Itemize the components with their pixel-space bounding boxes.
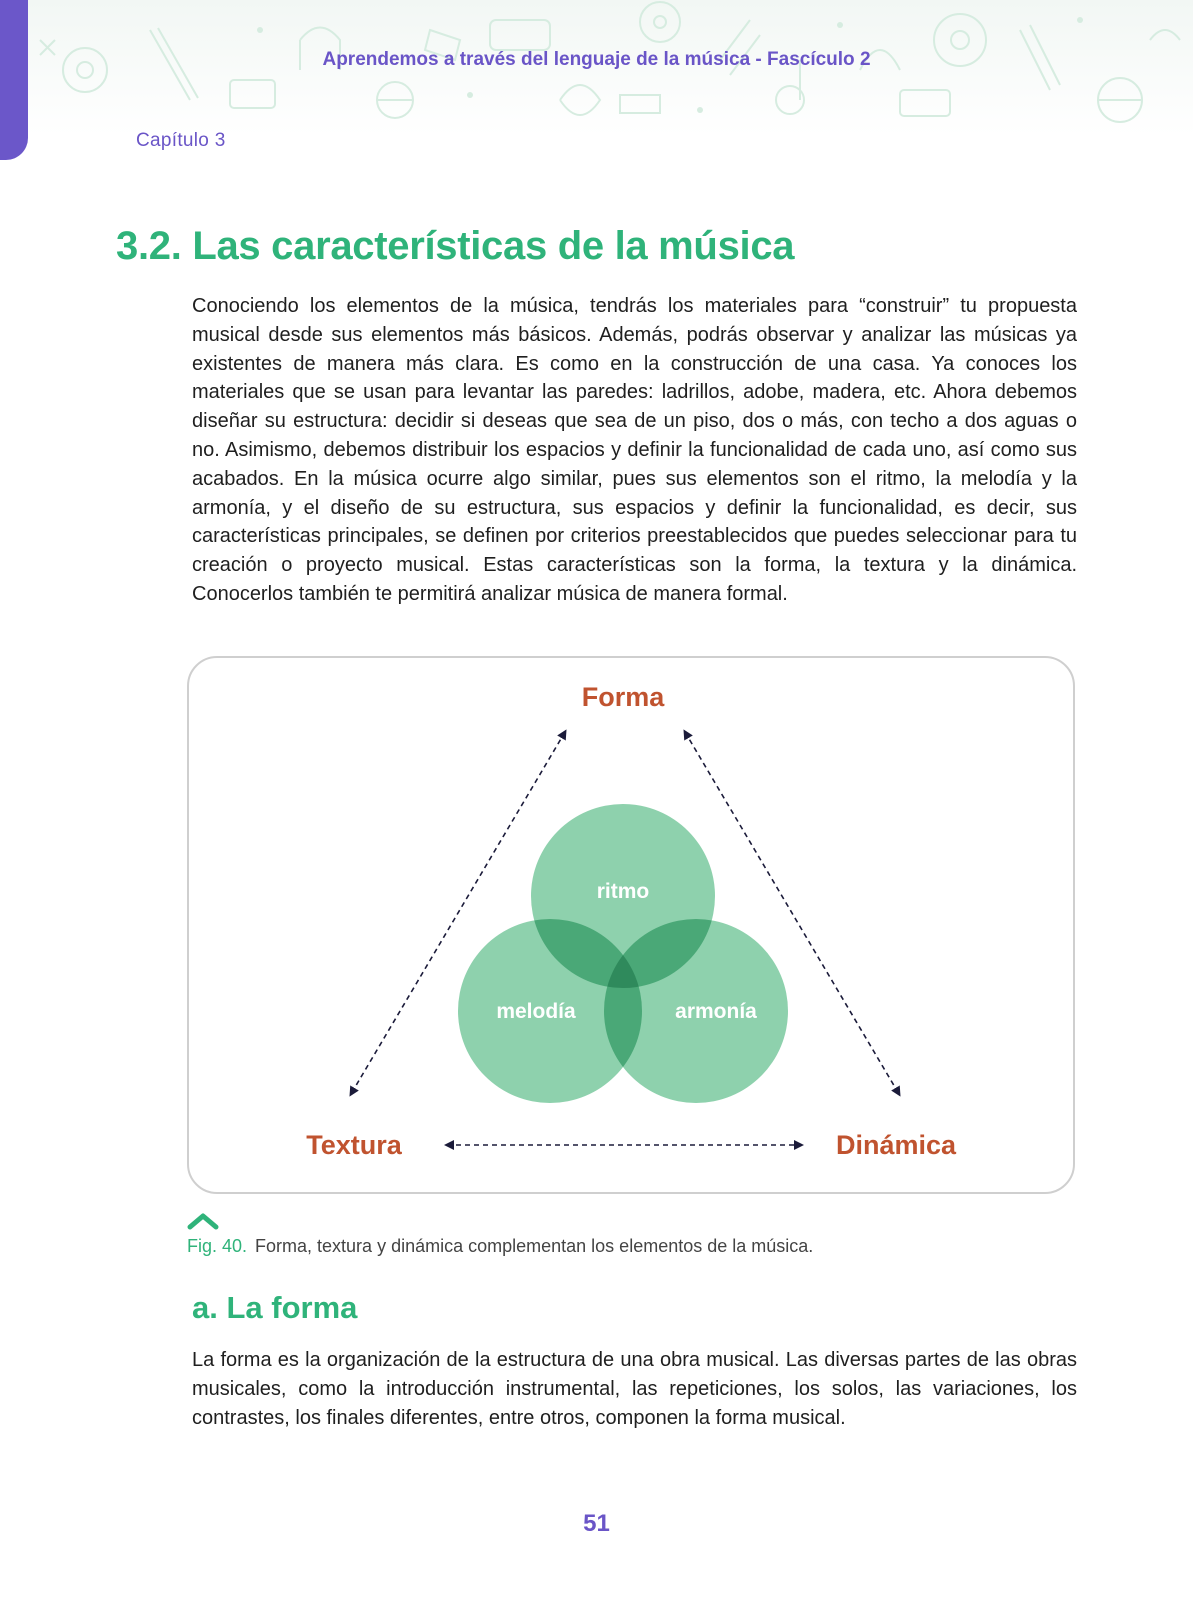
caption-caret-icon [186, 1211, 220, 1231]
chapter-label: Capítulo 3 [136, 130, 226, 151]
label-dinamica: Dinámica [835, 1130, 957, 1160]
intro-paragraph: Conociendo los elementos de la música, tendrás los materiales para “construir” tu propuesta musical desde sus elementos más básicos. Además, podrás observar y analizar las músicas ya existentes de manera más clara. Es como en la construcción de una casa. Ya conoces los materiales que se usan para levantar las paredes: ladrillos, adobe, madera, etc. Ahora debemos diseñar su estructura: decidir si deseas que sea de un piso, dos o más, con techo a dos aguas o no. Asimismo, debemos distribuir los espacios y definir la funcionalidad de cada uno, así como sus acabados. En la música ocurre algo similar, pues sus elementos son el ritmo, la melodía y la armonía, y el diseño de su estructura, sus espacios y definir la funcionalidad, es decir, sus características principales, se definen por criterios preestablecidos que puedes seleccionar para tu creación o proyecto musical. Estas características son la forma, la textura y la dinámica. Conocerlos también te permitirá analizar música de manera formal. [192, 295, 1077, 605]
section-title: 3.2. Las características de la música [116, 224, 795, 268]
figure-40 [187, 656, 1075, 1194]
chapter-side-tab [0, 0, 28, 160]
label-melodia: melodía [496, 1000, 576, 1023]
label-forma: Forma [581, 682, 665, 712]
running-head: Aprendemos a través del lenguaje de la música - Fascículo 2 [322, 49, 871, 70]
forma-paragraph: La forma es la organización de la estructura de una obra musical. Las diversas partes de las obras musicales, como la introducción instrumental, las repeticiones, los solos, las variaciones, los contrastes, los finales diferentes, entre otros, componen la forma musical. [192, 1349, 1077, 1429]
label-armonia: armonía [675, 1000, 757, 1023]
label-textura: Textura [306, 1130, 402, 1160]
caption-text: Forma, textura y dinámica complementan los elementos de la música. [255, 1236, 814, 1256]
label-ritmo: ritmo [596, 880, 650, 903]
figure-caption [187, 1236, 813, 1257]
subsection-title: a. La forma [192, 1290, 358, 1325]
page-number: 51 [583, 1510, 610, 1537]
caption-number: Fig. 40. [187, 1236, 248, 1256]
forma-textura-dinamica-diagram [189, 658, 1077, 1196]
